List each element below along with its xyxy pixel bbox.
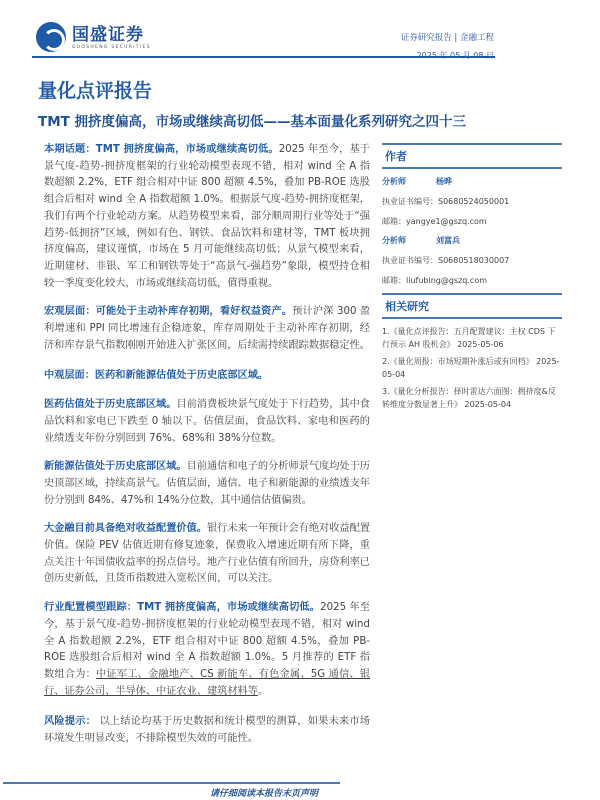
logo-name-en: GUOSHENG SECURITIES [72,44,151,50]
paragraph-body: 目前消费板块景气度处于下行趋势，其中食品饮料和家电已下跌至 0 轴以下。估值层面，食品饮料、家电和医药的业绩透支年份分别回到 76%、68%和 38%分位数。 [44,399,370,444]
paragraph-lead: 行业配置模型跟踪：TMT 拥挤度偏高，市场或继续高切低。 [44,602,321,614]
analyst-cert: 执业证书编号：S0680524050001 [382,197,510,206]
paragraph-body: 预计沪深 300 盈利增速和 PPI 同比增速有企稳迹象，库存周期处于主动补库存初期，经济和库存景气指数刚刚开始进入扩张区间，后续需持续跟踪数据稳定性。 [44,306,371,351]
analyst-role: 分析师 [382,177,406,186]
company-logo [36,22,151,52]
logo-name: 国盛证券 [72,24,144,45]
risk-lead: 风险提示： [44,716,97,728]
related-report[interactable]: 2.《量化周报：市场短期补涨后或有回档》 2025-05-04 [382,357,560,379]
footer-divider [3,782,340,784]
logo-icon [36,22,66,52]
analyst-email[interactable]: 邮箱：yangye1@gszq.com [382,217,487,226]
main-body [44,142,370,760]
analyst-card [382,234,562,287]
authors-heading: 作者 [382,143,562,169]
paragraph-lead: 医药估值处于历史底部区域。 [44,399,177,411]
paragraph-body: 2025 年至今，基于景气度-趋势-拥挤度框架的行业轮动模型表现不错，相对 wind 全 A 指数超额 2.2%，ETF 组合相对中证 800 超额 4.5%，叠加 PB-ROE 选股组合后相对 wind 全 A 指数超额 1.0%。5 月推荐的 ETF 指数组合为： [44,602,370,680]
analyst-name: 刘富兵 [436,236,460,245]
analyst-name: 杨晔 [436,177,452,186]
paragraph-tracking [44,600,370,700]
related-heading: 相关研究 [382,293,562,319]
paragraph-body: 目前通信和电子的分析师景气度均处于历史顶部区域，持续高景气。估值层面，通信、电子和新能源的业绩透支年份分别到 84%、47%和 14%分位数，其中通信估值偏贵。 [44,461,370,506]
risk-warning [44,714,370,747]
paragraph-new-energy [44,459,370,509]
related-report[interactable]: 1.《量化点评报告：五月配置建议：主权 CDS 下行预示 AH 股机会》 2025-05-06 [382,327,556,349]
sidebar [382,143,562,415]
report-category: 证券研究报告 | 金融工程 [400,33,494,43]
etf-list: 中证军工、金融地产、CS 新能车、有色金属、5G 通信、银行、证券公司、半导体、中证农业、建筑材料等 [44,668,370,697]
risk-body: 以上结论均基于历史数据和统计模型的测算，如果未来市场环境发生明显改变，不排除模型失效的可能性。 [44,716,370,745]
paragraph-lead: 大金融目前具备绝对收益配置价值。 [44,523,207,535]
paragraph-macro [44,304,370,354]
analyst-role: 分析师 [382,236,406,245]
report-title: TMT 拥挤度偏高，市场或继续高切低——基本面量化系列研究之四十三 [38,114,467,130]
analyst-cert: 执业证书编号：S0680518030007 [382,256,510,265]
paragraph-lead: 宏观层面：可能处于主动补库存初期，看好权益资产。 [44,306,293,318]
analyst-email[interactable]: 邮箱：liufubing@gszq.com [382,276,488,285]
paragraph-body: 2025 年至今，基于景气度-趋势-拥挤度框架的行业轮动模型表现不错，相对 wind 全 A 指数超额 2.2%，ETF 组合相对中证 800 超额 4.5%，叠加 PB-ROE 选股组合后相对 wind 全 A 指数超额 1.0%。根据景气度-趋势-拥挤度框架，我们有两个行业轮动方案。从趋势模型来看，部分顺周期行业等处于“强趋势-低拥挤”区域，例如有色、钢铁、食品饮料和建材等，TMT 板块拥挤度偏高，建议谨慎，市场在 5 月可能继续高切低；从景气模型来看，近期建材、非银、军工和钢铁等处于“高景气-强趋势”象限，模型持仓相较一季度变化较大，市场或继续高切低，值得重视。 [44,144,370,289]
paragraph-body: 银行未来一年预计会有绝对收益配置价值。保险 PEV 估值近期有修复迹象，保费收入增速近期有所下降，重点关注十年国债收益率的拐点信号。地产行业估值有所回升，房贷利率已创历史新低，且货币指数进入宽松区间，可以关注。 [44,523,370,585]
report-meta [401,30,494,64]
section-heading: 中观层面：医药和新能源估值处于历史底部区域。 [44,370,269,382]
paragraph-finance [44,521,370,588]
paragraph-topic [44,142,370,292]
paragraph-tail: 。 [257,685,269,697]
analyst-card [382,175,562,228]
related-report[interactable]: 3.《量化分析报告：择时雷达六面图：拥挤度&反转维度分数显著上升》 2025-05-04 [382,387,556,409]
header-divider [32,56,495,58]
footer-disclaimer: 请仔细阅读本报告末页声明 [210,789,319,799]
paragraph-lead: 本期话题：TMT 拥挤度偏高，市场或继续高切低。 [44,144,279,155]
report-type-title: 量化点评报告 [38,80,153,102]
paragraph-pharma [44,397,370,447]
paragraph-lead: 新能源估值处于历史底部区域。 [44,461,187,473]
